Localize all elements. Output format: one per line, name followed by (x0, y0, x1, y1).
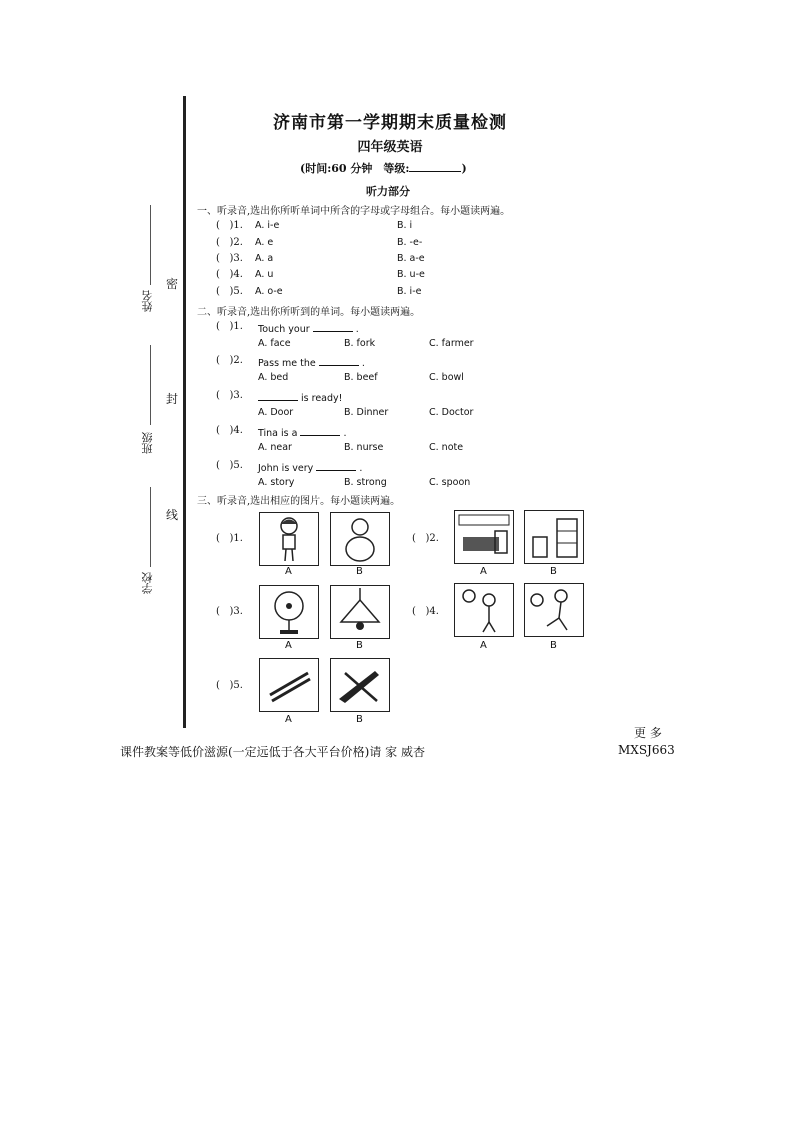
sec3-1-label-a: A (285, 566, 292, 577)
sec3-2-label-b: B (550, 566, 557, 577)
part-heading: 听力部分 (366, 185, 410, 198)
sec3-4-label-b: B (550, 640, 557, 651)
school-label: 学校 (141, 572, 154, 594)
sec2-option-b: B. nurse (344, 442, 384, 453)
sec1-answer-paren[interactable]: ( )1. (216, 220, 243, 231)
sec1-answer-paren[interactable]: ( )4. (216, 269, 243, 280)
seal-char-mi: 密 (166, 277, 179, 291)
shelf-icon (525, 511, 583, 563)
exam-time: (时间:60 分钟 等级: (300, 162, 410, 175)
boy-picture[interactable] (259, 512, 319, 566)
fan-icon (260, 586, 318, 638)
sec3-paren-1[interactable]: ( )1. (216, 533, 243, 544)
basketball-picture[interactable] (454, 583, 514, 637)
sec2-question: Touch your . (258, 321, 359, 335)
sec2-answer-paren[interactable]: ( )4. (216, 425, 243, 436)
person-icon (331, 513, 389, 565)
knife-fork-icon (331, 659, 389, 711)
sec2-option-b: B. fork (344, 338, 376, 349)
sec2-option-a: A. Door (258, 407, 294, 418)
sec2-option-a: A. bed (258, 372, 289, 383)
sec1-option-a: A. o-e (255, 286, 283, 297)
sec2-answer-paren[interactable]: ( )1. (216, 321, 243, 332)
sec1-option-b: B. a-e (397, 253, 425, 264)
kitchen-picture[interactable] (524, 510, 584, 564)
sec3-2-label-a: A (480, 566, 487, 577)
sec1-answer-paren[interactable]: ( )5. (216, 286, 243, 297)
sec1-option-b: B. i (397, 220, 413, 231)
sec3-4-label-a: A (480, 640, 487, 651)
sec3-heading: 三、听录音,选出相应的图片。每小题读两遍。 (197, 496, 401, 507)
knife-fork-picture[interactable] (330, 658, 390, 712)
chopsticks-icon (260, 659, 318, 711)
seal-char-feng: 封 (166, 392, 179, 406)
name-label: 姓名 (141, 290, 154, 312)
binding-line (183, 96, 186, 728)
boy-icon (260, 513, 318, 565)
sec2-option-a: A. face (258, 338, 291, 349)
lamp-icon (331, 586, 389, 638)
basketball-player-icon (455, 584, 513, 636)
sec2-answer-paren[interactable]: ( )3. (216, 390, 243, 401)
seal-char-xian: 线 (166, 508, 179, 522)
exam-meta-close: ) (461, 162, 467, 175)
sec1-answer-paren[interactable]: ( )3. (216, 253, 243, 264)
school-blank (150, 487, 151, 567)
sec2-option-b: B. strong (344, 477, 387, 488)
sec3-3-label-b: B (356, 640, 363, 651)
footer-code: MXSJ663 (618, 743, 675, 757)
sec1-heading: 一、听录音,选出你所听单词中所含的字母或字母组合。每小题读两遍。 (197, 206, 511, 217)
sec3-5-label-a: A (285, 714, 292, 725)
sec2-question: Pass me the . (258, 355, 365, 369)
sec3-3-label-a: A (285, 640, 292, 651)
sec3-5-label-b: B (356, 714, 363, 725)
sec3-paren-4[interactable]: ( )4. (412, 606, 439, 617)
page-subtitle: 四年级英语 (357, 140, 423, 155)
name-blank (150, 205, 151, 285)
football-picture[interactable] (524, 583, 584, 637)
footer-more: 更 多 (634, 726, 662, 740)
fat-person-picture[interactable] (330, 512, 390, 566)
lamp-picture[interactable] (330, 585, 390, 639)
sec3-paren-3[interactable]: ( )3. (216, 606, 243, 617)
exam-meta (300, 160, 540, 176)
sec2-question: Tina is a . (258, 425, 347, 439)
bedroom-picture[interactable] (454, 510, 514, 564)
bed-icon (455, 511, 513, 563)
sec1-option-b: B. -e- (397, 237, 423, 248)
sec2-option-b: B. Dinner (344, 407, 389, 418)
sec2-question: John is very . (258, 460, 362, 474)
sec1-answer-paren[interactable]: ( )2. (216, 237, 243, 248)
class-blank (150, 345, 151, 425)
class-label: 班级 (141, 432, 154, 454)
grade-blank[interactable] (409, 161, 461, 172)
sec1-option-b: B. u-e (397, 269, 425, 280)
sec2-option-b: B. beef (344, 372, 378, 383)
chopsticks-picture[interactable] (259, 658, 319, 712)
sec1-option-b: B. i-e (397, 286, 422, 297)
sec2-answer-paren[interactable]: ( )5. (216, 460, 243, 471)
sec1-option-a: A. i-e (255, 220, 280, 231)
sec1-option-a: A. u (255, 269, 274, 280)
sec2-option-c: C. spoon (429, 477, 471, 488)
football-player-icon (525, 584, 583, 636)
sec1-option-a: A. e (255, 237, 274, 248)
sec2-option-a: A. near (258, 442, 292, 453)
footer-line: 课件教案等低价滋源(一定远低于各大平台价格)请 家 威杏 (120, 745, 425, 759)
sec2-option-c: C. note (429, 442, 464, 453)
sec3-paren-5[interactable]: ( )5. (216, 680, 243, 691)
sec1-option-a: A. a (255, 253, 274, 264)
sec2-option-c: C. bowl (429, 372, 464, 383)
sec3-1-label-b: B (356, 566, 363, 577)
page-title: 济南市第一学期期末质量检测 (273, 113, 507, 133)
sec2-option-c: C. Doctor (429, 407, 474, 418)
sec3-paren-2[interactable]: ( )2. (412, 533, 439, 544)
sec2-heading: 二、听录音,选出你所听到的单词。每小题读两遍。 (197, 307, 421, 318)
sec2-option-a: A. story (258, 477, 295, 488)
sec2-answer-paren[interactable]: ( )2. (216, 355, 243, 366)
sec2-question: is ready! (258, 390, 342, 404)
fan-picture[interactable] (259, 585, 319, 639)
sec2-option-c: C. farmer (429, 338, 474, 349)
